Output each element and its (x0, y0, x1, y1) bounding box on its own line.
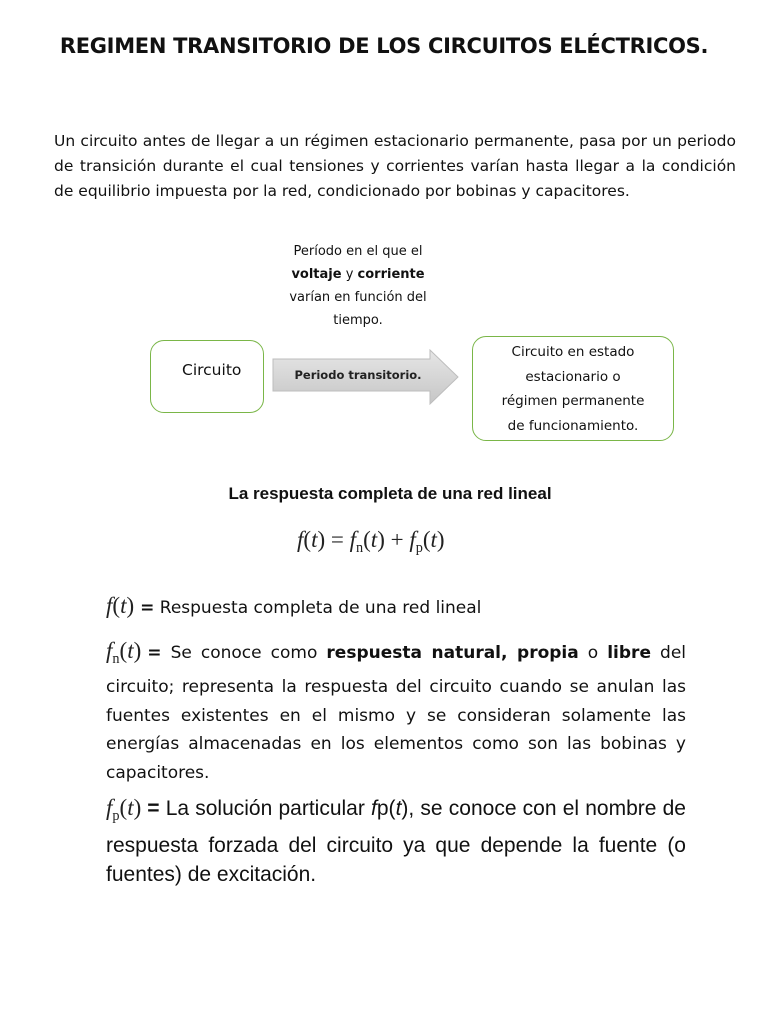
fp-text-a: La solución particular (165, 797, 372, 820)
fn-rest: del circuito; representa la respuesta del circuito cuando se anulan las fuentes existentes en el mismo y se consideran solamente las energías almacenadas en los elementos como son las bobinas y capacitores. (106, 643, 687, 783)
caption-line-2 (272, 263, 444, 286)
caption-line-1: Período en el que el (293, 244, 423, 259)
steady-line-3: régimen permanente (501, 393, 645, 409)
symbol-f: f(t) (106, 593, 135, 618)
caption-line-3: varían en función del (289, 290, 427, 305)
steady-line-4: de funcionamiento. (507, 417, 639, 434)
symbol-fn: $f_n(t)$ (106, 638, 142, 667)
caption-current: corriente (357, 267, 425, 282)
caption-conjunction: y (341, 267, 358, 282)
definition-fp: $f_p(t) = La$ solución particular fp(t), se conoce con el nombre de respuesta forzada del circuito ya que depende la fuente (o fuentes) de excitación. (106, 795, 686, 886)
definition-f (106, 592, 686, 623)
equals-sign: = (147, 643, 162, 663)
symbol-fp: $f_p(t)$ (106, 795, 142, 824)
fn-bold-libre: libre (607, 643, 651, 663)
page-title: REGIMEN TRANSITORIO DE LOS CIRCUITOS ELÉCTRICOS. (59, 34, 709, 58)
intro-paragraph: Un circuito antes de llegar a un régimen estacionario permanente, pasa por un periodo de transición durante el cual tensiones y corrientes varían hasta llegar a la condición de equilibrio impuesta por la red, condicionado por bobinas y capacitores. (54, 132, 736, 200)
fn-prefix: Se conoce como (170, 643, 327, 663)
circuit-box-label: Circuito (182, 361, 242, 379)
fn-bold-natural: respuesta natural, propia (326, 643, 579, 663)
equals-sign: = (140, 598, 155, 618)
caption-line-4: tiempo. (333, 313, 383, 328)
steady-state-box (472, 336, 674, 441)
equals-sign: = (147, 797, 160, 820)
definition-fn (106, 637, 686, 787)
fn-or: o (578, 643, 608, 663)
main-equation: $f(t) = f_n(t) + f_p(t)$ (297, 527, 445, 556)
caption-voltage: voltaje (291, 267, 342, 282)
fp-text-b: , se conoce con el nombre de respuesta forzada del circuito ya que depende la fuente (o fuentes) de excitación. (106, 797, 686, 886)
section-heading: La respuesta completa de una red lineal (228, 484, 552, 503)
steady-line-1: Circuito en estado (511, 344, 635, 360)
circuit-box (150, 340, 264, 413)
definition-f-text: Respuesta completa de una red lineal (159, 598, 482, 618)
arrow-label: Periodo transitorio. (294, 368, 422, 382)
diagram-caption (272, 240, 444, 332)
steady-line-2: estacionario o (525, 368, 621, 385)
steady-state-text (473, 340, 673, 438)
